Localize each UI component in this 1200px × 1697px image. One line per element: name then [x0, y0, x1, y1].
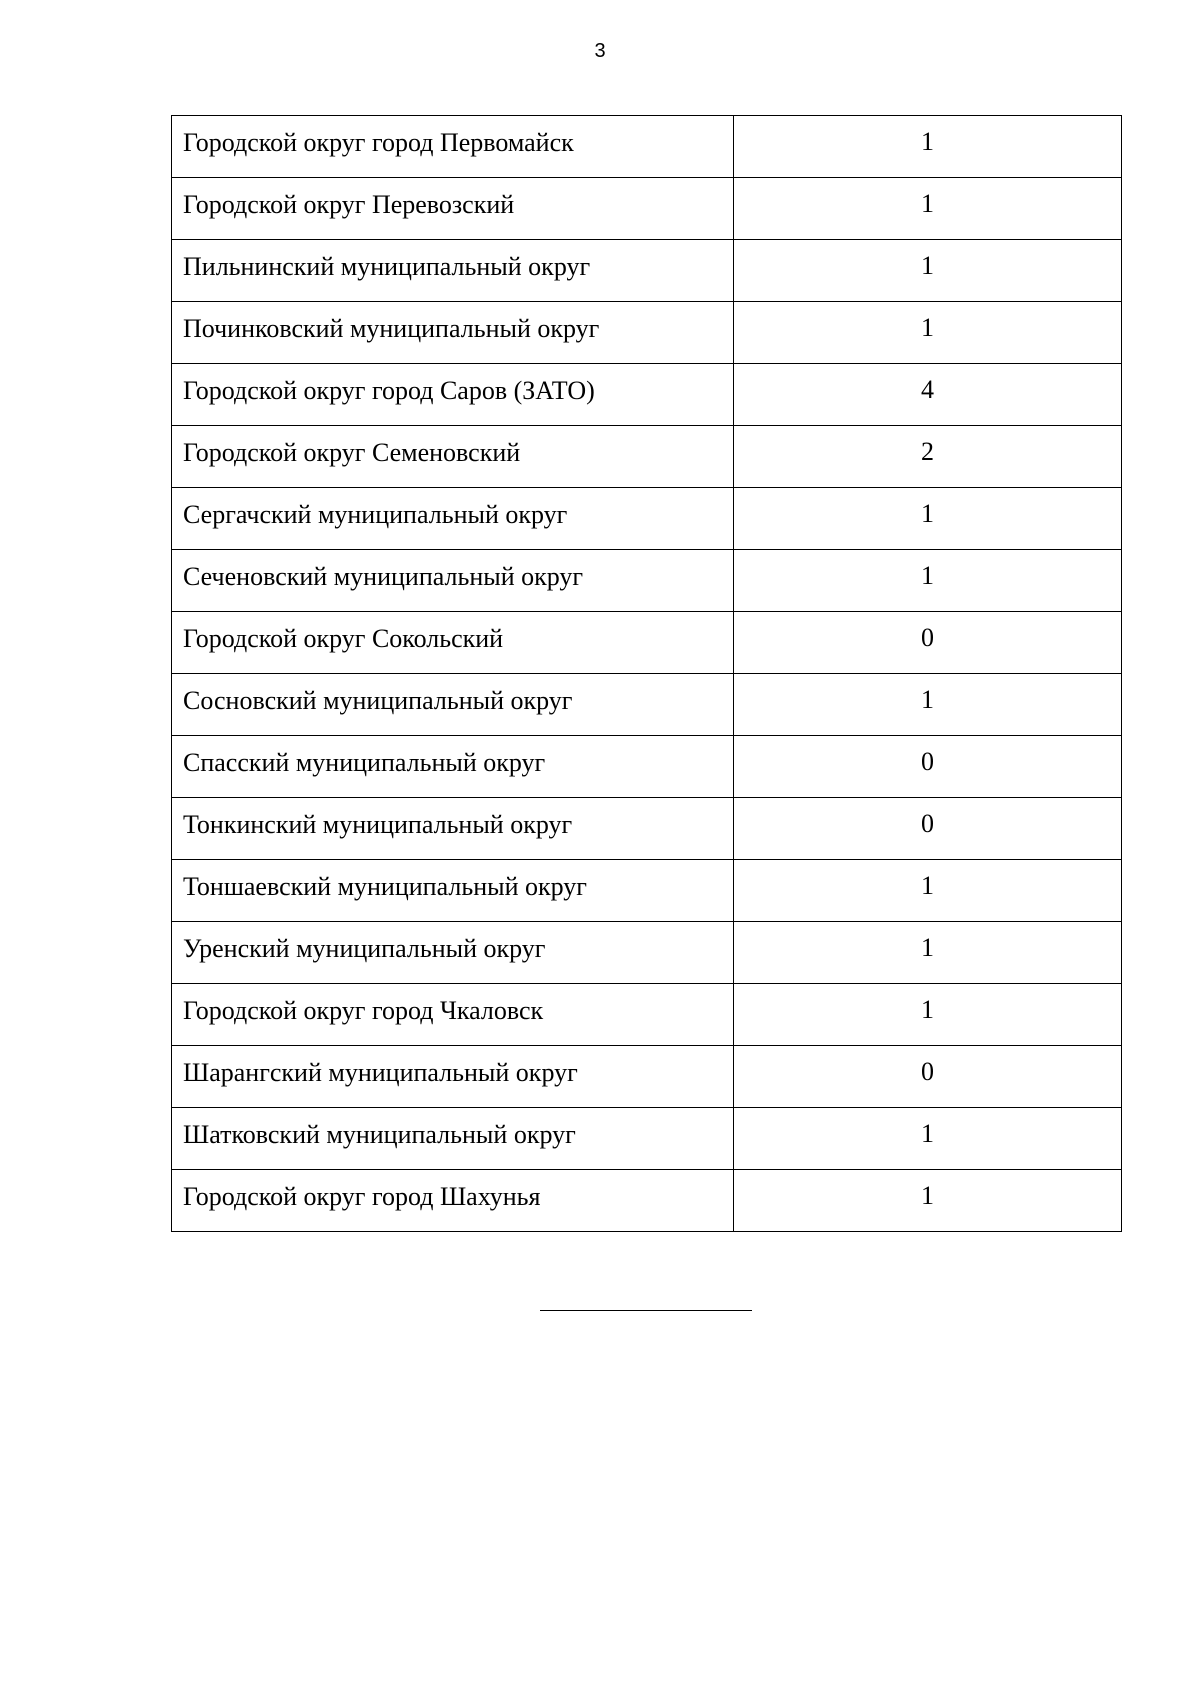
- municipality-value: 1: [734, 488, 1122, 550]
- municipality-value: 1: [734, 302, 1122, 364]
- municipality-value: 0: [734, 736, 1122, 798]
- municipality-value: 4: [734, 364, 1122, 426]
- table-row: [172, 116, 1122, 178]
- municipality-table: [171, 115, 1122, 1232]
- municipality-name: Пильнинский муниципальный округ: [172, 240, 734, 302]
- municipality-value: 1: [734, 550, 1122, 612]
- municipality-name: Городской округ Семеновский: [172, 426, 734, 488]
- table-row: [172, 1108, 1122, 1170]
- municipality-value: 1: [734, 178, 1122, 240]
- table-row: [172, 178, 1122, 240]
- municipality-value: 1: [734, 1170, 1122, 1232]
- municipality-value: 1: [734, 984, 1122, 1046]
- table-row: [172, 488, 1122, 550]
- municipality-value: 1: [734, 116, 1122, 178]
- municipality-value: 0: [734, 1046, 1122, 1108]
- municipality-value: 0: [734, 612, 1122, 674]
- table-row: [172, 302, 1122, 364]
- municipality-value: 1: [734, 922, 1122, 984]
- municipality-value: 1: [734, 240, 1122, 302]
- municipality-name: Сеченовский муниципальный округ: [172, 550, 734, 612]
- municipality-value: 2: [734, 426, 1122, 488]
- municipality-name: Тоншаевский муниципальный округ: [172, 860, 734, 922]
- table-row: [172, 1170, 1122, 1232]
- municipality-name: Городской округ Сокольский: [172, 612, 734, 674]
- table-row: [172, 240, 1122, 302]
- municipality-value: 1: [734, 860, 1122, 922]
- municipality-name: Городской округ город Саров (ЗАТО): [172, 364, 734, 426]
- table-row: [172, 736, 1122, 798]
- table-row: [172, 1046, 1122, 1108]
- table-row: [172, 364, 1122, 426]
- municipality-name: Починковский муниципальный округ: [172, 302, 734, 364]
- municipality-name: Сосновский муниципальный округ: [172, 674, 734, 736]
- municipality-name: Сергачский муниципальный округ: [172, 488, 734, 550]
- municipality-name: Уренский муниципальный округ: [172, 922, 734, 984]
- municipality-name: Шарангский муниципальный округ: [172, 1046, 734, 1108]
- municipality-name: Городской округ город Чкаловск: [172, 984, 734, 1046]
- table-row: [172, 860, 1122, 922]
- municipality-name: Городской округ город Первомайск: [172, 116, 734, 178]
- municipality-name: Городской округ Перевозский: [172, 178, 734, 240]
- table-row: [172, 426, 1122, 488]
- municipality-name: Спасский муниципальный округ: [172, 736, 734, 798]
- municipality-value: 0: [734, 798, 1122, 860]
- table-row: [172, 798, 1122, 860]
- municipality-name: Тонкинский муниципальный округ: [172, 798, 734, 860]
- end-of-document-rule: [540, 1310, 752, 1311]
- municipality-name: Шатковский муниципальный округ: [172, 1108, 734, 1170]
- table-row: [172, 674, 1122, 736]
- table-row: [172, 922, 1122, 984]
- table-row: [172, 612, 1122, 674]
- municipality-value: 1: [734, 1108, 1122, 1170]
- municipality-value: 1: [734, 674, 1122, 736]
- table-row: [172, 984, 1122, 1046]
- municipality-name: Городской округ город Шахунья: [172, 1170, 734, 1232]
- table-row: [172, 550, 1122, 612]
- page-number: 3: [594, 40, 606, 62]
